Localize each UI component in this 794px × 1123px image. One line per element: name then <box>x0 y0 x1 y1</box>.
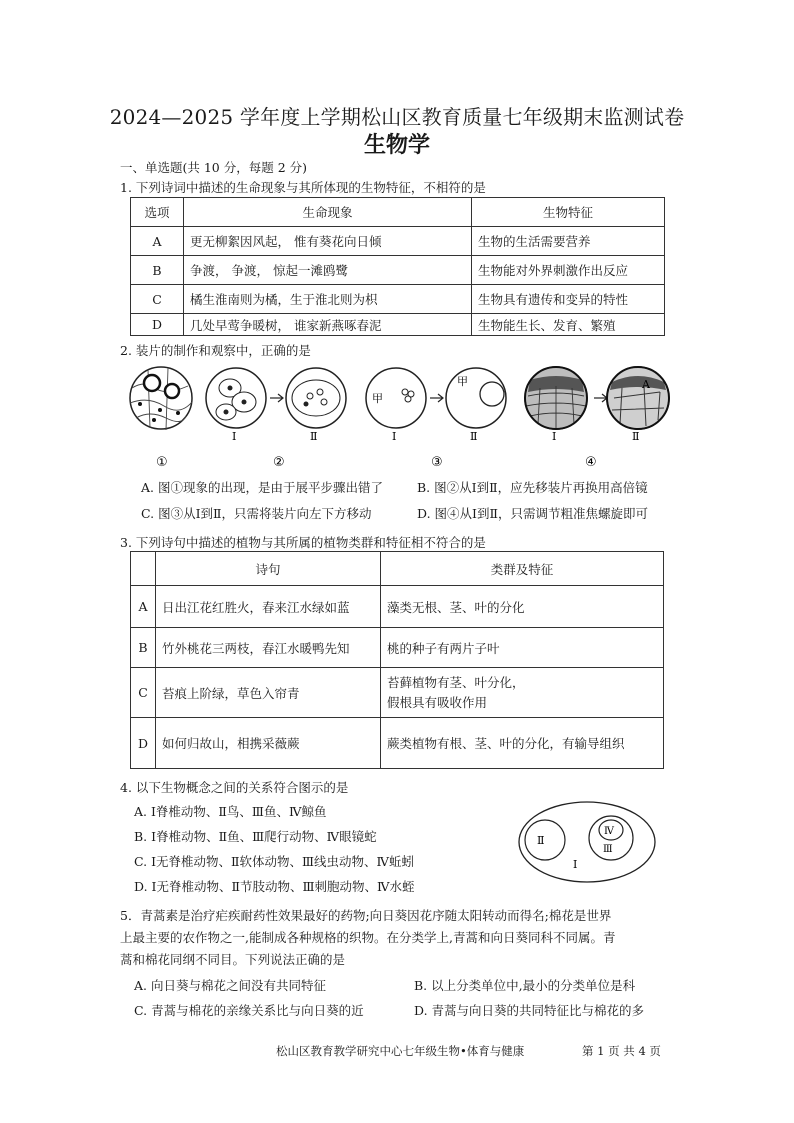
poem-cell: 日出江花红胜火，春来江水绿如蓝 <box>156 586 381 628</box>
phenomenon-cell: 更无柳絮因风起， 惟有葵花向日倾 <box>184 227 472 256</box>
label-fig-1: ① <box>156 455 168 470</box>
figure-3-view-2 <box>446 368 506 428</box>
venn-label-4: Ⅳ <box>604 826 614 837</box>
table-row <box>131 227 665 256</box>
table-row <box>131 718 664 769</box>
venn-diagram <box>515 798 665 884</box>
label-jia-1: 甲 <box>372 392 383 405</box>
q4-option-b: B. Ⅰ脊椎动物、Ⅱ鱼、Ⅲ爬行动物、Ⅳ眼镜蛇 <box>134 829 377 844</box>
venn-label-3: Ⅲ <box>603 844 613 855</box>
feature-cell: 生物具有遗传和变异的特性 <box>472 285 665 314</box>
phenomenon-cell: 争渡， 争渡， 惊起一滩鸥鹭 <box>184 256 472 285</box>
label-roman-2: Ⅱ <box>310 430 318 443</box>
feature-cell: 生物的生活需要营养 <box>472 227 665 256</box>
feature-cell: 桃的种子有两片子叶 <box>381 628 664 668</box>
feature-cell: 藻类无根、茎、叶的分化 <box>381 586 664 628</box>
header-cell <box>131 552 156 586</box>
poem-cell: 苔痕上阶绿，草色入帘青 <box>156 668 381 718</box>
q5-option-b: B. 以上分类单位中,最小的分类单位是科 <box>414 978 636 993</box>
table-row <box>131 586 664 628</box>
label-roman-1: Ⅰ <box>552 430 557 443</box>
table-row <box>131 668 664 718</box>
q3-stem: 3. 下列诗句中描述的植物与其所属的植物类群和特征相不符合的是 <box>120 535 486 550</box>
q5-line-1: 5．青蒿素是治疗疟疾耐药性效果最好的药物;向日葵因花序随太阳转动而得名;棉花是世界 <box>120 908 612 923</box>
q2-option-c: C. 图③从Ⅰ到Ⅱ，只需将装片向左下方移动 <box>141 506 372 521</box>
table-row <box>131 628 664 668</box>
q2-option-b: B. 图②从Ⅰ到Ⅱ，应先移装片再换用高倍镜 <box>417 480 648 495</box>
label-roman-1: Ⅰ <box>232 430 237 443</box>
option-cell: D <box>131 718 156 769</box>
q5-line-3: 蒿和棉花同纲不同目。下列说法正确的是 <box>120 952 346 967</box>
poem-cell: 竹外桃花三两枝，春江水暖鸭先知 <box>156 628 381 668</box>
figure-4-view-1 <box>525 367 587 429</box>
q4-option-d: D. Ⅰ无脊椎动物、Ⅱ节肢动物、Ⅲ刺胞动物、Ⅳ水蛭 <box>134 879 415 894</box>
q5-option-a: A. 向日葵与棉花之间没有共同特征 <box>134 978 326 993</box>
label-jia-2: 甲 <box>457 375 468 388</box>
q4-option-a: A. Ⅰ脊椎动物、Ⅱ鸟、Ⅲ鱼、Ⅳ鲸鱼 <box>134 804 327 819</box>
label-roman-2: Ⅱ <box>632 430 640 443</box>
option-cell: B <box>131 256 184 285</box>
table-header-row <box>131 552 664 586</box>
option-cell: A <box>131 227 184 256</box>
feature-line: 假根具有吸收作用 <box>387 694 488 710</box>
feature-line: 苔藓植物有茎、叶分化， <box>387 674 525 690</box>
feature-cell: 生物能生长、发育、繁殖 <box>472 314 665 336</box>
q2-option-d: D. 图④从Ⅰ到Ⅱ，只需调节粗准焦螺旋即可 <box>417 506 648 521</box>
venn-label-1: Ⅰ <box>573 858 578 871</box>
label-roman-1: Ⅰ <box>392 430 397 443</box>
q5-option-c: C. 青蒿与棉花的亲缘关系比与向日葵的近 <box>134 1003 364 1018</box>
table-row <box>131 285 665 314</box>
figure-1-cells <box>130 367 192 430</box>
table-row <box>131 314 665 336</box>
section-heading: 一、单选题(共 10 分，每题 2 分) <box>120 160 308 175</box>
header-cell: 生物特征 <box>472 198 665 227</box>
header-cell: 生命现象 <box>184 198 472 227</box>
footer-center: 松山区教育教学研究中心七年级生物•体育与健康 <box>276 1044 525 1058</box>
feature-cell: 生物能对外界刺激作出反应 <box>472 256 665 285</box>
label-fig-3: ③ <box>431 455 443 470</box>
exam-title: 2024—2025 学年度上学期松山区教育质量七年级期末监测试卷 <box>109 105 685 129</box>
label-fig-4: ④ <box>585 455 597 470</box>
feature-cell <box>381 668 664 718</box>
table-header-row <box>131 198 665 227</box>
q5-line-2: 上最主要的农作物之一,能制成各种规格的织物。在分类学上,青蒿和向日葵同科不同属。青 <box>120 930 616 945</box>
option-cell: C <box>131 668 156 718</box>
option-cell: A <box>131 586 156 628</box>
label-fig-2: ② <box>273 455 285 470</box>
phenomenon-cell: 橘生淮南则为橘，生于淮北则为枳 <box>184 285 472 314</box>
figure-2-view-1 <box>206 368 266 428</box>
page-number: 第 1 页 共 4 页 <box>582 1044 661 1058</box>
q4-stem: 4. 以下生物概念之间的关系符合图示的是 <box>120 780 349 795</box>
option-cell: D <box>131 314 184 336</box>
q4-option-c: C. Ⅰ无脊椎动物、Ⅱ软体动物、Ⅲ线虫动物、Ⅳ蚯蚓 <box>134 854 415 869</box>
header-cell: 类群及特征 <box>381 552 664 586</box>
poem-cell: 如何归故山，相携采薇蕨 <box>156 718 381 769</box>
subject-title: 生物学 <box>363 132 430 158</box>
q1-table <box>130 197 665 336</box>
label-a: A <box>642 378 650 391</box>
q3-table <box>130 551 664 769</box>
option-cell: B <box>131 628 156 668</box>
venn-label-2: Ⅱ <box>537 834 545 847</box>
label-roman-2: Ⅱ <box>470 430 478 443</box>
header-cell: 选项 <box>131 198 184 227</box>
q5-option-d: D. 青蒿与向日葵的共同特征比与棉花的多 <box>414 1003 645 1018</box>
figure-2-view-2 <box>286 368 346 428</box>
q2-stem: 2. 装片的制作和观察中，正确的是 <box>120 343 311 358</box>
header-cell: 诗句 <box>156 552 381 586</box>
phenomenon-cell: 几处早莺争暖树， 谁家新燕啄春泥 <box>184 314 472 336</box>
feature-cell: 蕨类植物有根、茎、叶的分化，有输导组织 <box>381 718 664 769</box>
q1-stem: 1. 下列诗词中描述的生命现象与其所体现的生物特征，不相符的是 <box>120 180 486 195</box>
option-cell: C <box>131 285 184 314</box>
q2-option-a: A. 图①现象的出现，是由于展平步骤出错了 <box>141 480 383 495</box>
table-row <box>131 256 665 285</box>
figure-4-view-2 <box>607 367 669 429</box>
q2-figure <box>120 358 680 474</box>
